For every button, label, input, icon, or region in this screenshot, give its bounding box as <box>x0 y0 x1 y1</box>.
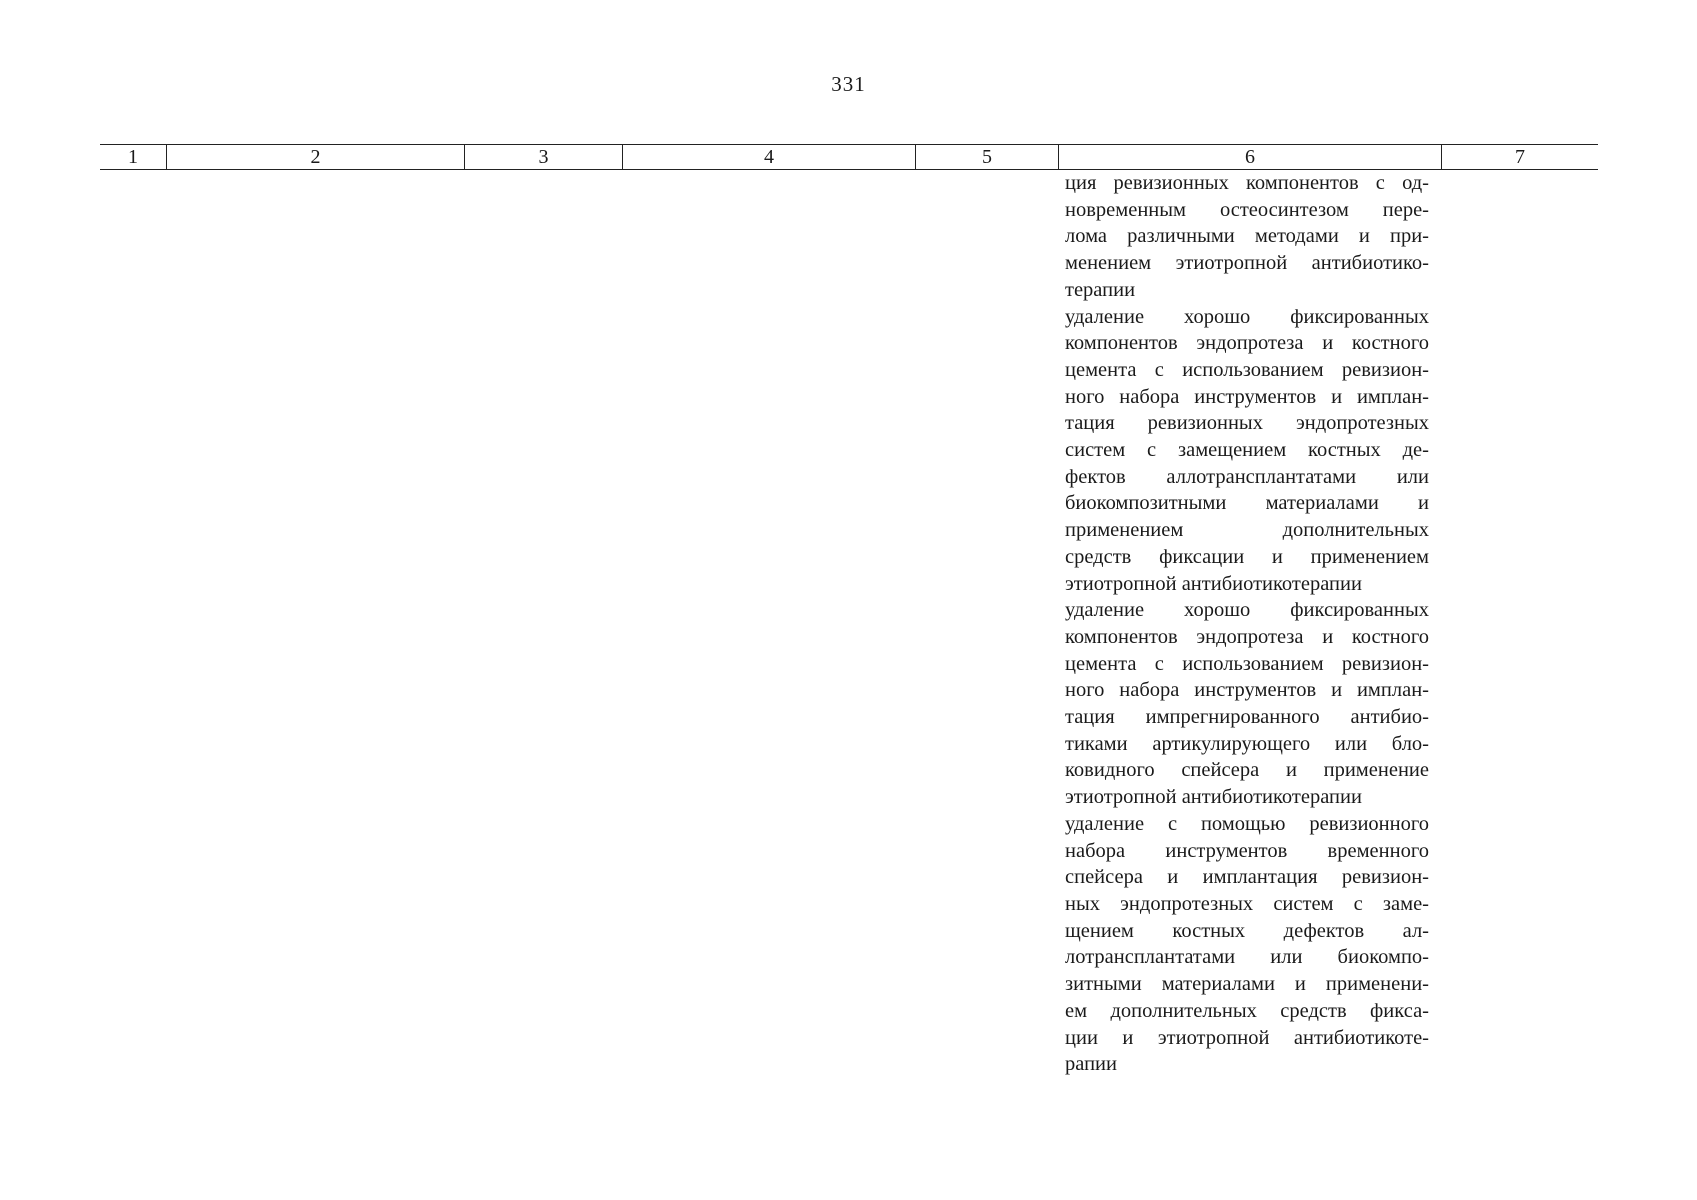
column-header-5: 5 <box>915 145 1058 169</box>
text-line: новременным остеосинтезом пере- <box>1065 198 1429 221</box>
column-header-2: 2 <box>166 145 464 169</box>
text-line: терапии <box>1065 278 1136 301</box>
text-line: систем с замещением костных де- <box>1065 439 1429 462</box>
text-line: лома различными методами и при- <box>1065 225 1429 248</box>
text-line: фектов аллотрансплантатами или <box>1065 465 1429 488</box>
text-line: цемента с использованием ревизион- <box>1065 358 1429 381</box>
text-line: тация ревизионных эндопротезных <box>1065 412 1429 435</box>
text-line: лотрансплантатами или биокомпо- <box>1065 946 1429 969</box>
text-line: компонентов эндопротеза и костного <box>1065 332 1429 355</box>
text-line: удаление с помощью ревизионного <box>1065 812 1429 835</box>
column-6-cell-text <box>1065 170 1429 1078</box>
text-line: рапии <box>1065 1053 1117 1076</box>
text-line: ковидного спейсера и применение <box>1065 759 1429 782</box>
text-line: ция ревизионных компонентов с од- <box>1065 172 1429 194</box>
text-line: средств фиксации и применением <box>1065 545 1429 568</box>
text-line: удаление хорошо фиксированных <box>1065 305 1429 328</box>
text-line: применением дополнительных <box>1065 519 1429 542</box>
column-header-4: 4 <box>622 145 915 169</box>
column-header-7: 7 <box>1441 145 1598 169</box>
text-line: ции и этиотропной антибиотикоте- <box>1065 1026 1429 1049</box>
text-line: этиотропной антибиотикотерапии <box>1065 572 1362 595</box>
text-line: компонентов эндопротеза и костного <box>1065 625 1429 648</box>
page-number: 331 <box>831 72 866 96</box>
text-line: зитными материалами и применени- <box>1065 973 1429 996</box>
column-header-6: 6 <box>1058 145 1441 169</box>
table-header-row <box>100 144 1598 170</box>
text-line: ем дополнительных средств фикса- <box>1065 999 1429 1022</box>
text-line: ных эндопротезных систем с заме- <box>1065 892 1429 915</box>
text-line: набора инструментов временного <box>1065 839 1429 862</box>
text-line: спейсера и имплантация ревизион- <box>1065 866 1429 889</box>
text-line: тиками артикулирующего или бло- <box>1065 732 1429 755</box>
text-line: этиотропной антибиотикотерапии <box>1065 786 1362 809</box>
text-line: менением этиотропной антибиотико- <box>1065 252 1429 275</box>
text-line: ного набора инструментов и имплан- <box>1065 385 1429 408</box>
text-line: ного набора инструментов и имплан- <box>1065 679 1429 702</box>
column-header-3: 3 <box>464 145 622 169</box>
text-line: тация импрегнированного антибио- <box>1065 706 1429 729</box>
text-line: щением костных дефектов ал- <box>1065 919 1429 942</box>
text-line: цемента с использованием ревизион- <box>1065 652 1429 675</box>
text-line: удаление хорошо фиксированных <box>1065 599 1429 622</box>
column-header-1: 1 <box>128 146 138 168</box>
text-line: биокомпозитными материалами и <box>1065 492 1429 515</box>
